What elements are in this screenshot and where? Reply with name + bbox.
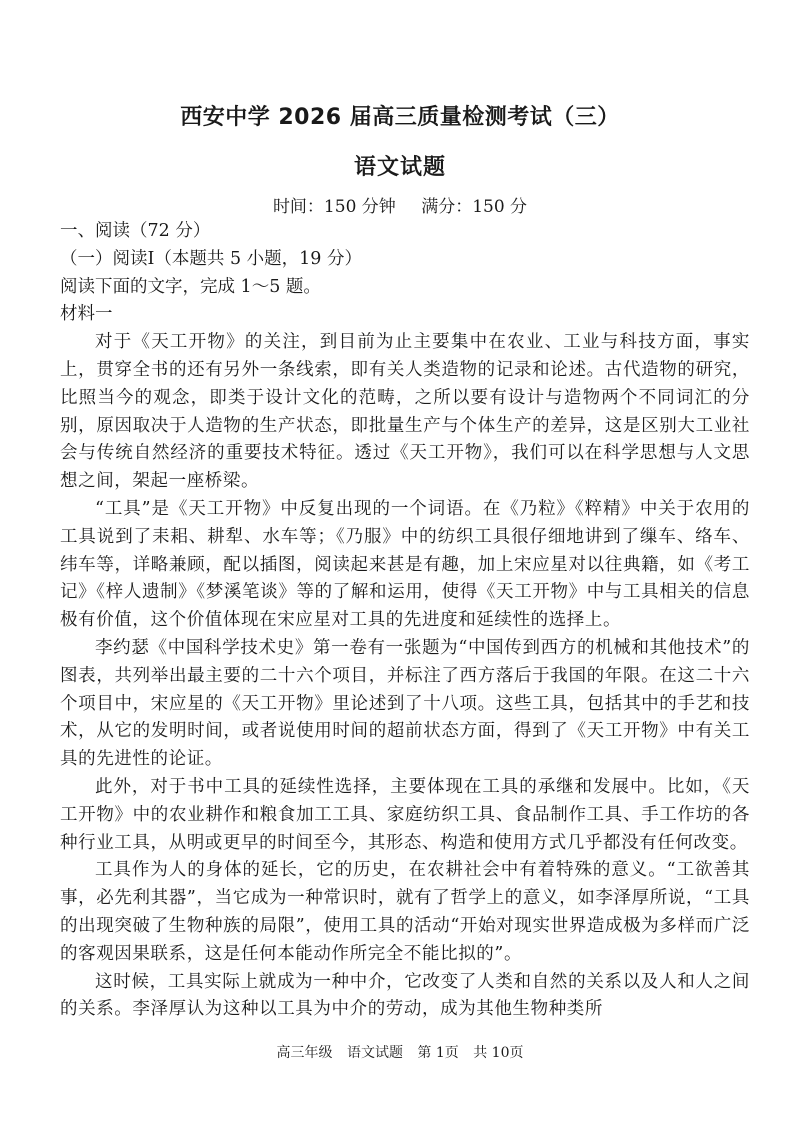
paragraph: “工具”是《天工开物》中反复出现的一个词语。在《乃粒》《粹精》中关于农用的工具说到了耒耜、耕犁、水车等；《乃服》中的纺织工具很仔细地讲到了缫车、络车、纬车等，详略兼顾，配以插图，阅读起来甚是有趣，加上宋应星对以往典籍，如《考工记》《梓人遗制》《梦溪笔谈》等的了解和运用，使得《天工开物》中与工具相关的信息极有价值，这个价值体现在宋应星对工具的先进度和延续性的选择上。 [60, 498, 750, 631]
material-label: 材料一 [60, 304, 113, 325]
section-heading: 一、阅读（72 分） [60, 221, 211, 241]
reading-instruction: 阅读下面的文字，完成 1～5 题。 [60, 276, 321, 297]
footer-grade: 高三年级 [276, 1045, 333, 1061]
paragraph: 对于《天工开物》的关注，到目前为止主要集中在农业、工业与科技方面，事实上，贯穿全书的还有另外一条线索，即有关人类造物的记录和论述。古代造物的研究，比照当今的观念，即类于设计文化的范畴，之所以要有设计与造物两个不同词汇的分别，原因取决于人造物的生产状态，即批量生产与个体生产的差异，这是区别大工业社会与传统自然经济的重要技术特征。透过《天工开物》，我们可以在科学思想与人文思想之间，架起一座桥梁。 [60, 332, 750, 492]
paragraph: 李约瑟《中国科学技术史》第一卷有一张题为“中国传到西方的机械和其他技术”的图表，共列举出最主要的二十六个项目，并标注了西方落后于我国的年限。在这二十六个项目中，宋应星的《天工开物》里论述到了十八项。这些工具，包括其中的手艺和技术，从它的发明时间，或者说使用时间的超前状态方面，得到了《天工开物》中有关工具的先进性的论证。 [60, 637, 750, 770]
exam-title: 西安中学 2026 届高三质量检测考试（三） [180, 105, 620, 130]
subject-title: 语文试题 [353, 155, 446, 180]
footer-page: 第 1页 [417, 1045, 459, 1061]
footer-total: 共 10页 [473, 1045, 524, 1061]
exam-time: 时间：150 分钟 [272, 197, 396, 217]
exam-score: 满分：150 分 [421, 197, 528, 217]
page-footer [0, 1042, 800, 1062]
exam-content [60, 218, 750, 1024]
footer-subject: 语文试题 [346, 1045, 403, 1061]
paragraph: 工具作为人的身体的延长，它的历史，在农耕社会中有着特殊的意义。“工欲善其事，必先利其器”，当它成为一种常识时，就有了哲学上的意义，如李泽厚所说，“工具的出现突破了生物种族的局限”，使用工具的活动“开始对现实世界造成极为多样而广泛的客观因果联系，这是任何本能动作所完全不能比拟的”。 [60, 860, 750, 964]
paragraph: 这时候，工具实际上就成为一种中介，它改变了人类和自然的关系以及人和人之间的关系。李泽厚认为这种以工具为中介的劳动，成为其他生物种类所 [60, 971, 750, 1020]
exam-meta [0, 192, 800, 217]
paragraph: 此外，对于书中工具的延续性选择，主要体现在工具的承继和发展中。比如，《天工开物》中的农业耕作和粮食加工工具、家庭纺织工具、食品制作工具、手工作坊的各种行业工具，从明或更早的时间至今，其形态、构造和使用方式几乎都没有任何改变。 [60, 776, 750, 853]
section-subheading: （一）阅读Ⅰ（本题共 5 小题，19 分） [60, 248, 363, 269]
